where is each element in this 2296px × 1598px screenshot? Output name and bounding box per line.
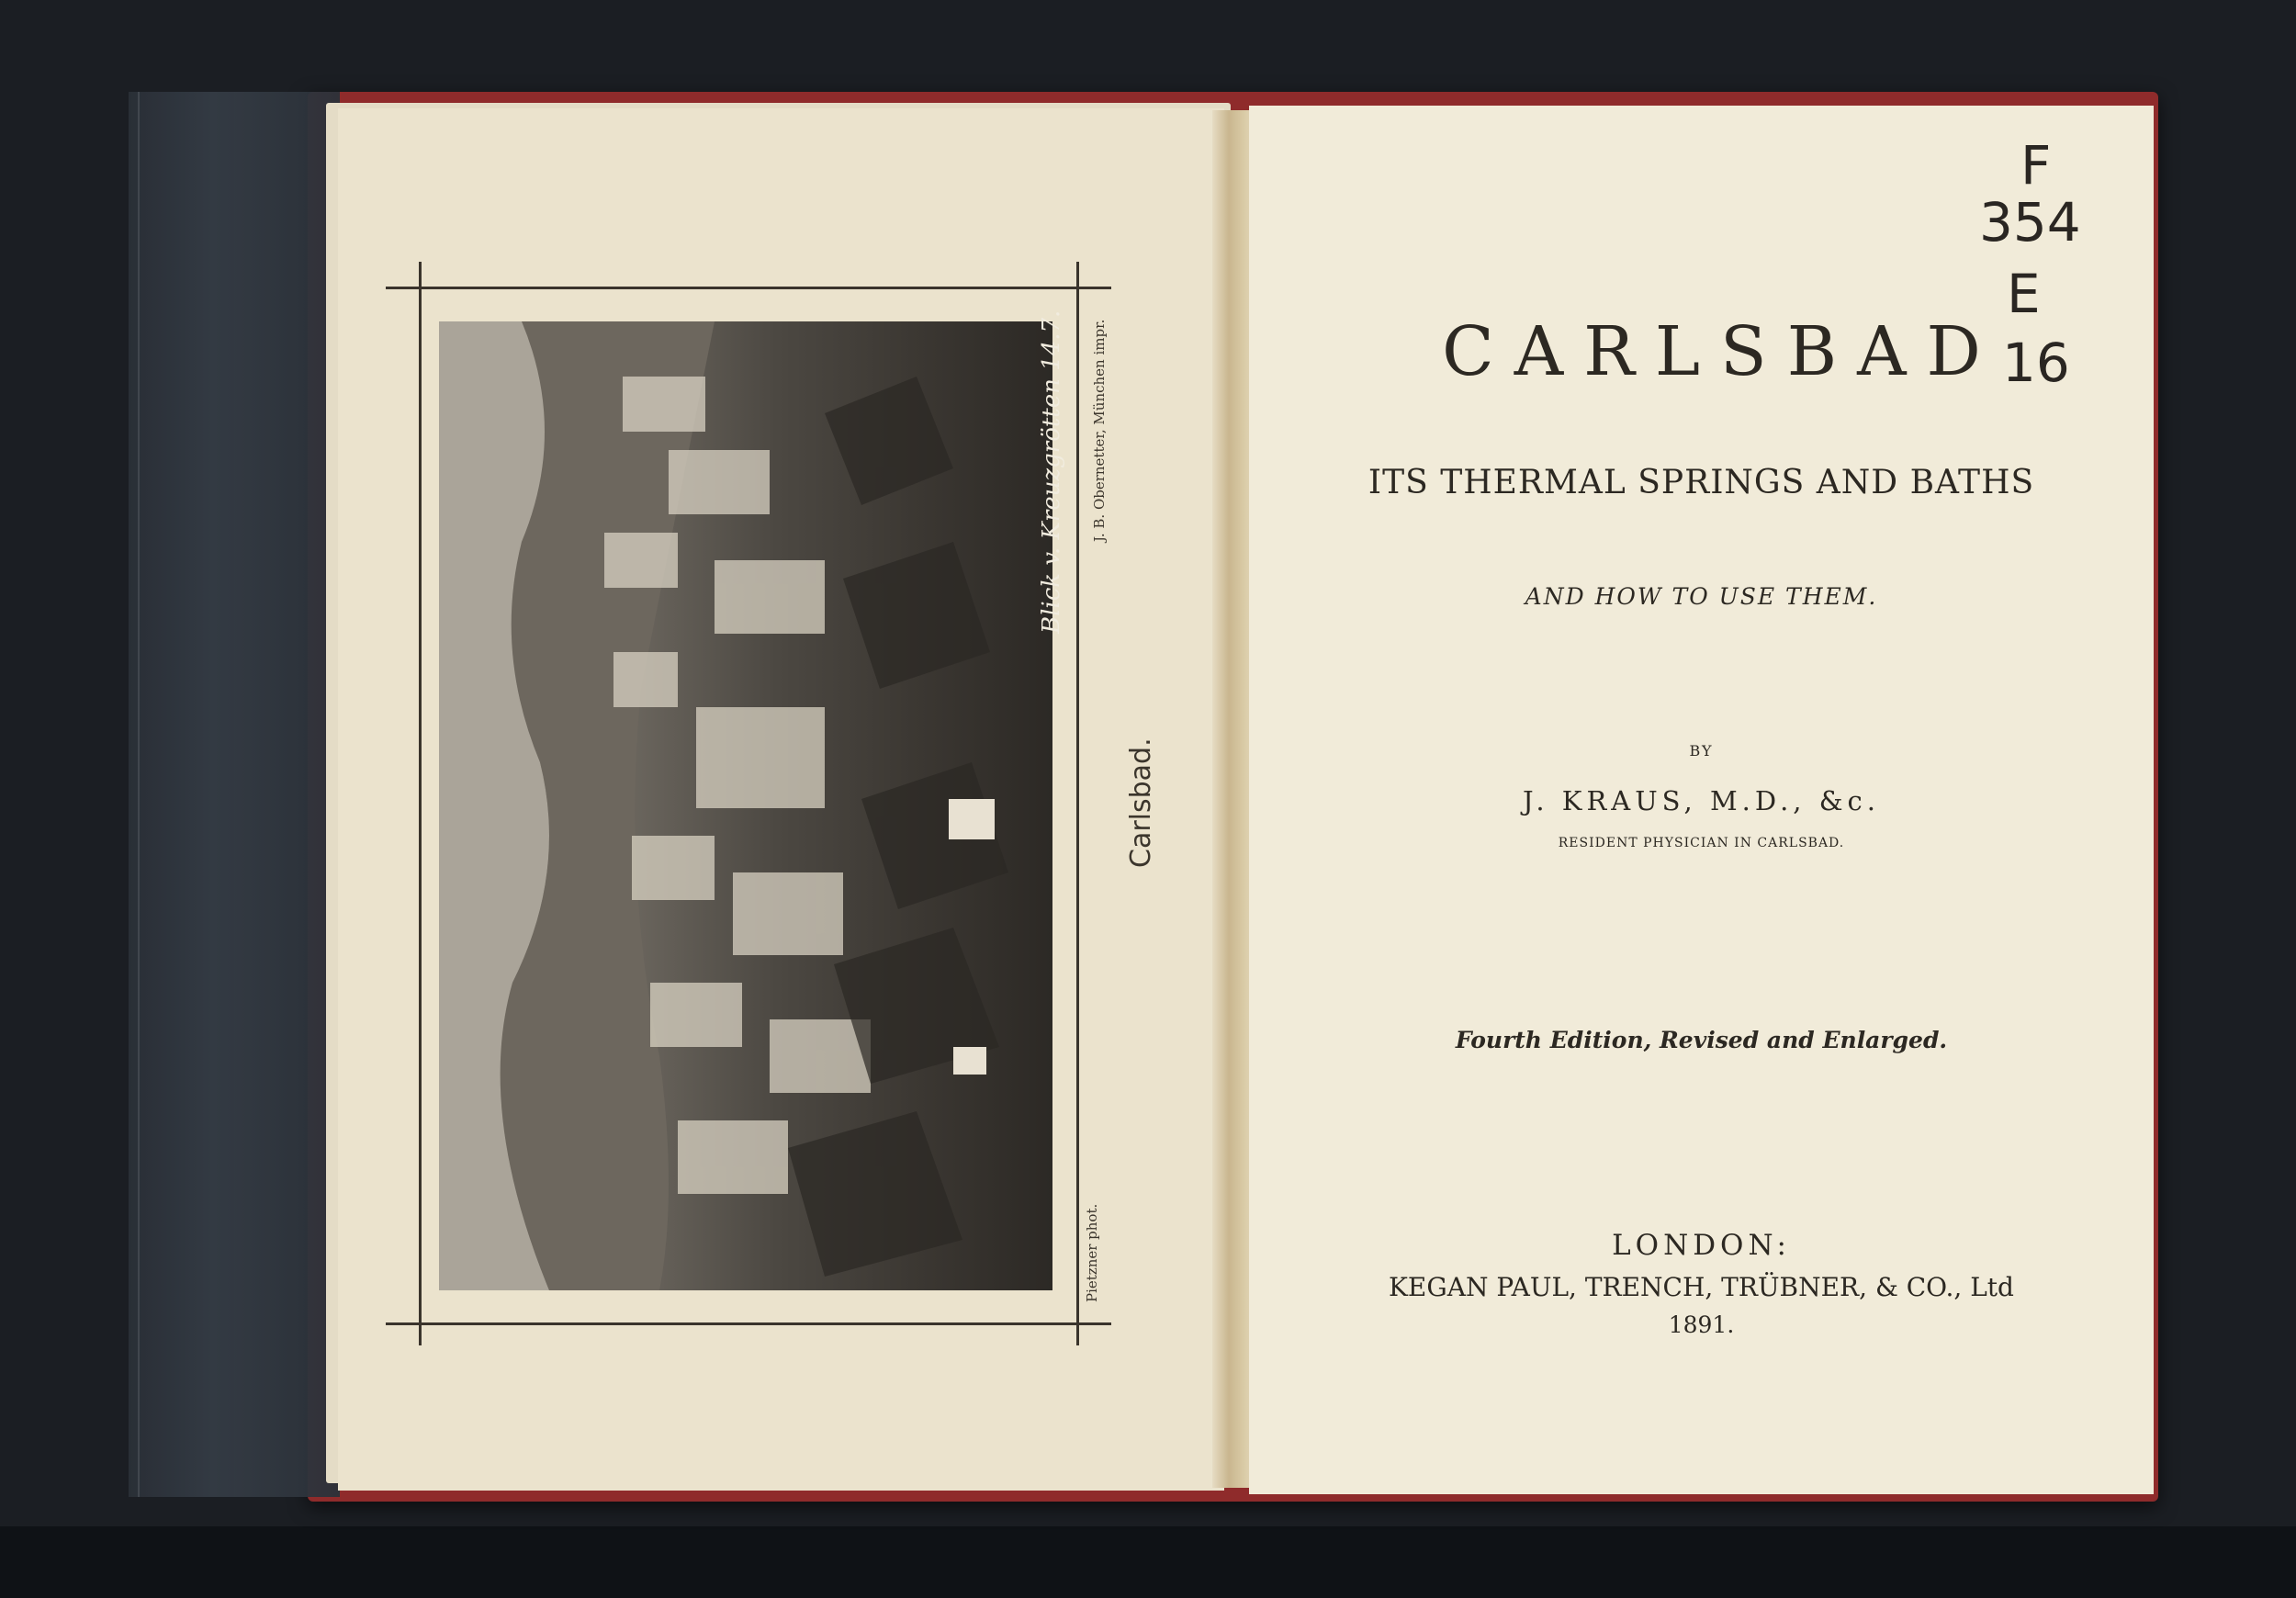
shelfmark-line-2: 354	[1979, 191, 2081, 253]
shelfmark-line-3: E	[2007, 263, 2041, 325]
carlsbad-photograph	[439, 321, 1052, 1290]
author-role: RESIDENT PHYSICIAN IN CARLSBAD.	[1558, 836, 1845, 850]
plate-frame-bottom	[386, 1322, 1111, 1325]
publisher: KEGAN PAUL, TRENCH, TRÜBNER, & CO., Ltd	[1389, 1272, 2014, 1302]
protective-film	[129, 92, 340, 1497]
shelfmark-line-4: 16	[2002, 332, 2070, 394]
edition-note: Fourth Edition, Revised and Enlarged.	[1455, 1027, 1948, 1053]
publication-place: LONDON:	[1612, 1229, 1791, 1262]
plate-credit-right: J. B. Obernetter, München impr.	[1091, 319, 1108, 542]
background-band	[0, 1526, 2296, 1598]
author-name: J. KRAUS, M.D., &c.	[1522, 785, 1881, 816]
shelfmark-line-1: F	[2020, 134, 2052, 197]
plate-frame-right	[1076, 262, 1079, 1345]
publication-year: 1891.	[1668, 1311, 1735, 1338]
book-subtitle: ITS THERMAL SPRINGS AND BATHS	[1367, 464, 2035, 501]
plate-credit-left: Pietzner phot.	[1084, 1203, 1100, 1302]
photo-inscription: Blick v. Kreuzgrötten 14.7.	[1038, 309, 1065, 634]
plate-caption: Carlsbad.	[1125, 737, 1157, 868]
plate-frame-left	[419, 262, 422, 1345]
by-label: BY	[1689, 742, 1714, 760]
book-title: CARLSBAD	[1442, 312, 2001, 391]
book-tagline: AND HOW TO USE THEM.	[1525, 583, 1878, 610]
plate-frame-top	[386, 287, 1111, 289]
